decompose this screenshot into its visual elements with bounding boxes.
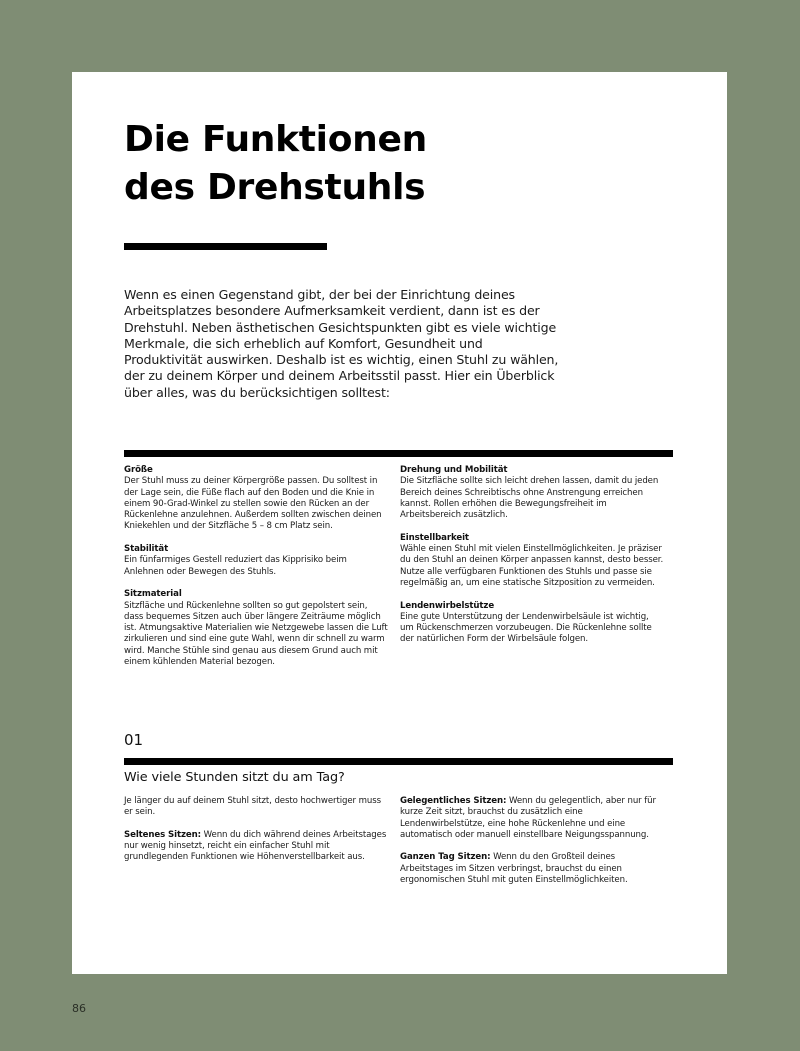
feature-size (124, 465, 388, 533)
para-text: Wenn du gelegentlich, aber nur für kurze Zeit sitzt, brauchst du zusätzlich eine Lendenwirbelstütze, eine hohe Rückenlehne und eine automatisch oder manuell einstellbare Neigungsspannung. (400, 796, 656, 840)
title-divider (124, 243, 327, 250)
feature-title: Einstellbarkeit (400, 532, 469, 543)
feature-text: Eine gute Unterstützung der Lendenwirbelsäule ist wichtig, um Rückenschmerzen vorzubeugen. Die Rückenlehne sollte der natürlichen Form der Wirbelsäule folgen. (400, 611, 652, 645)
features-left-column (124, 465, 388, 680)
feature-title: Drehung und Mobilität (400, 465, 508, 475)
section-heading: Wie viele Stunden sitzt du am Tag? (124, 770, 345, 785)
hours-intro (124, 796, 388, 819)
title-line-1: Die Funktionen (124, 119, 427, 160)
section-number: 01 (124, 731, 144, 749)
para-text: Wenn du den Großteil deines Arbeitstages im Sitzen verbringst, brauchst du einen ergonomischen Stuhl mit guten Einstellmöglichkeiten. (400, 852, 628, 886)
feature-adjustability (400, 533, 664, 589)
page-panel (72, 72, 727, 974)
intro-paragraph: Wenn es einen Gegenstand gibt, der bei der Einrichtung deines Arbeitsplatzes besondere Aufmerksamkeit verdient, dann ist es der Drehstuhl. Neben ästhetischen Gesichtspunkten gibt es viele wichtige Merkmale, die sich erheblich auf Komfort, Gesundheit und Produktivität auswirken. Deshalb ist es wichtig, einen Stuhl zu wählen, der zu deinem Körper und deinem Arbeitsstil passt. Hier ein Überblick über alles, was du berücksichtigen solltest: (124, 287, 559, 400)
features-right-column (400, 465, 664, 657)
para-label: Seltenes Sitzen: (124, 829, 201, 840)
feature-seat-material (124, 589, 388, 668)
feature-text: Wähle einen Stuhl mit vielen Einstellmöglichkeiten. Je präziser du den Stuhl an deinen Körper anpassen kannst, desto besser. Nutze alle verfügbaren Funktionen des Stuhls und passe sie regelmäßig an, um eine statische Sitzposition zu vermeiden. (400, 544, 664, 588)
page-number: 86 (72, 1002, 86, 1015)
feature-text: Die Sitzfläche sollte sich leicht drehen lassen, damit du jeden Bereich deines Schreibtischs ohne Anstrengung erreichen kannst. Rollen erhöhen die Bewegungsfreiheit im Arbeitsbereich zusätzlich. (400, 476, 659, 521)
hours-rare-sitting (124, 830, 388, 864)
feature-title: Stabilität (124, 544, 169, 555)
features-divider (124, 450, 673, 457)
title-line-2: des Drehstuhls (124, 167, 426, 208)
feature-title: Lendenwirbelstütze (400, 600, 495, 611)
para-text: Je länger du auf deinem Stuhl sitzt, desto hochwertiger muss er sein. (124, 796, 381, 818)
para-label: Ganzen Tag Sitzen: (400, 852, 491, 863)
hours-fullday-sitting (400, 852, 664, 886)
hours-right-column (400, 796, 664, 898)
feature-text: Sitzfläche und Rückenlehne sollten so gut gepolstert sein, dass bequemes Sitzen auch über längere Zeiträume möglich ist. Atmungsaktive Materialien wie Netzgewebe lassen die Luft zirkulieren und sind eine gute Wahl, wenn dir schnell zu warm wird. Manche Stühle sind genau aus diesem Grund auch mit einem kühlenden Material bezogen. (124, 600, 388, 668)
feature-title: Größe (124, 465, 153, 475)
para-text: Wenn du dich während deines Arbeitstages nur wenig hinsetzt, reicht ein einfacher Stuhl mit grundlegenden Funktionen wie Höhenverstellbarkeit aus. (124, 829, 387, 863)
hours-occasional-sitting (400, 796, 664, 841)
page-title (124, 116, 644, 212)
para-label: Gelegentliches Sitzen: (400, 796, 507, 806)
feature-lumbar-support (400, 601, 664, 646)
feature-rotation-mobility (400, 465, 664, 521)
feature-stability (124, 544, 388, 578)
feature-title: Sitzmaterial (124, 589, 182, 600)
hours-left-column (124, 796, 388, 875)
feature-text: Ein fünfarmiges Gestell reduziert das Kipprisiko beim Anlehnen oder Bewegen des Stuhls. (124, 555, 347, 577)
section-divider (124, 758, 673, 765)
feature-text: Der Stuhl muss zu deiner Körpergröße passen. Du solltest in der Lage sein, die Füße flach auf den Boden und die Knie in einem 90-Grad-Winkel zu stellen sowie den Rücken an der Rückenlehne anzulehnen. Außerdem sollten zwischen deinen Kniekehlen und der Sitzfläche 5 – 8 cm Platz sein. (124, 476, 382, 532)
